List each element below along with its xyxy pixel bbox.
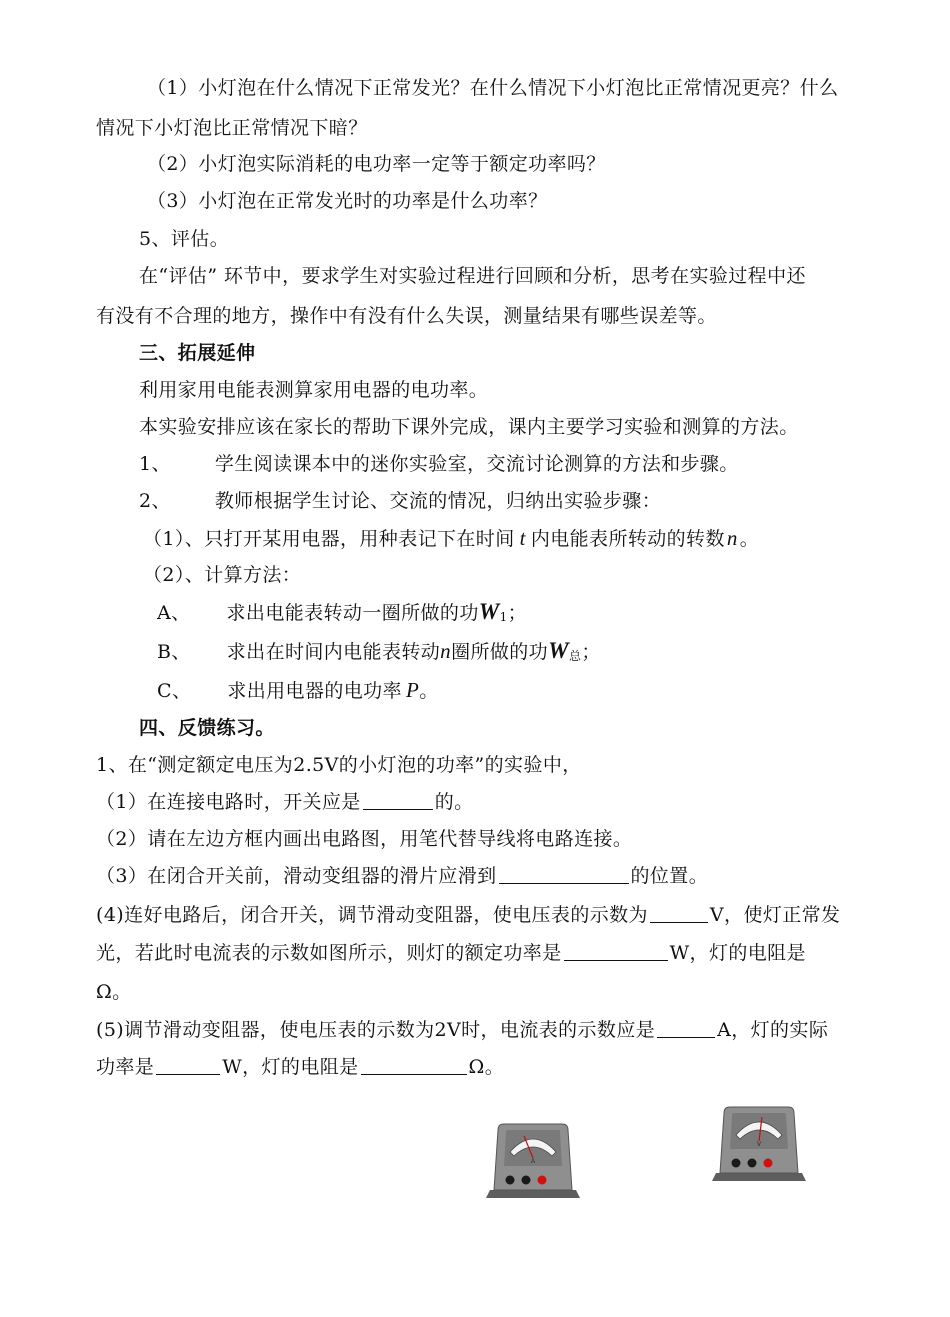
item-letter: C、	[157, 680, 192, 702]
question-text: W，灯的电阻是	[222, 1056, 359, 1078]
exercise-1-part-2: （2）请在左边方框内画出电路图，用笔代替导线将电路连接。	[96, 828, 633, 850]
variable-p: P	[405, 678, 420, 702]
answer-blank[interactable]	[499, 865, 629, 884]
voltmeter-illustration	[712, 1105, 806, 1181]
step-text: 内电能表所转动的转数	[530, 528, 725, 550]
item-letter: A、	[157, 602, 191, 624]
exercise-1-part-5-line-b	[96, 1055, 504, 1079]
numbered-item-2	[139, 489, 661, 513]
question-3: （3）小灯泡在正常发光时的功率是什么功率？	[147, 190, 548, 212]
exercise-1-part-1	[96, 790, 474, 814]
item-text: 教师根据学生讨论、交流的情况，归纳出实验步骤：	[214, 490, 662, 512]
question-text: W，灯的电阻是	[669, 942, 806, 964]
calc-item-b	[157, 639, 601, 668]
exercise-1-part-4-line-c: Ω。	[96, 981, 132, 1003]
exercise-1-part-4-line-b	[96, 941, 806, 965]
step-text: （1）、只打开某用电器，用种表记下在时间	[143, 528, 515, 550]
numbered-item-1	[139, 452, 739, 476]
answer-blank[interactable]	[156, 1056, 220, 1075]
terminal-red	[764, 1159, 773, 1168]
variable-n: n	[726, 526, 738, 550]
question-text: (5)调节滑动变阻器，使电压表的示数为2V时，电流表的示数应是	[96, 1019, 656, 1041]
terminal-black	[522, 1176, 531, 1185]
item-text: ；	[581, 641, 601, 663]
answer-blank[interactable]	[657, 1019, 715, 1038]
item-text: 学生阅读课本中的迷你实验室，交流讨论测算的方法和步骤。	[214, 453, 739, 475]
terminal-black	[506, 1176, 515, 1185]
question-2: （2）小灯泡实际消耗的电功率一定等于额定功率吗？	[147, 153, 606, 175]
question-text: 光，若此时电流表的示数如图所示，则灯的额定功率是	[96, 942, 562, 964]
answer-blank[interactable]	[361, 1056, 467, 1075]
question-1-line-a: （1）小灯泡在什么情况下正常发光？在什么情况下小灯泡比正常情况更亮？什么	[147, 77, 839, 99]
answer-blank[interactable]	[363, 791, 433, 810]
evaluation-line-a: 在“评估” 环节中，要求学生对实验过程进行回顾和分析，思考在实验过程中还	[139, 265, 806, 287]
question-text: 的位置。	[630, 865, 709, 887]
meter-base	[712, 1173, 806, 1181]
question-1-line-b: 情况下小灯泡比正常情况下暗？	[96, 117, 368, 139]
evaluation-line-b: 有没有不合理的地方，操作中有没有什么失误，测量结果有哪些误差等。	[96, 305, 717, 327]
terminal-red	[538, 1176, 547, 1185]
variable-n: n	[440, 639, 452, 663]
meter-symbol: V	[756, 1142, 762, 1148]
terminal-black	[748, 1159, 757, 1168]
item-text: ；	[507, 602, 528, 624]
exercise-1-intro: 1、在“测定额定电压为2.5V的小灯泡的功率”的实验中，	[96, 754, 582, 776]
item-text: 求出用电器的电功率	[227, 680, 402, 702]
terminal-black	[732, 1159, 741, 1168]
question-text: V，使灯正常发	[709, 904, 841, 926]
question-text: 功率是	[96, 1056, 155, 1078]
question-text: A，灯的实际	[717, 1019, 829, 1041]
exercise-1-part-4-line-a	[96, 903, 840, 927]
procedure-step-2: （2）、计算方法：	[143, 564, 302, 586]
answer-blank[interactable]	[650, 904, 708, 923]
question-text: (4)连好电路后，闭合开关，调节滑动变阻器，使电压表的示数为	[96, 904, 648, 926]
extension-line-2: 本实验安排应该在家长的帮助下课外完成，课内主要学习实验和测算的方法。	[139, 416, 799, 438]
variable-w: W	[478, 599, 500, 624]
item-text: 求出电能表转动一圈所做的功	[226, 602, 479, 624]
item-number: 2、	[139, 490, 171, 512]
item-text: 。	[419, 680, 439, 702]
question-text: （1）在连接电路时，开关应是	[96, 791, 361, 813]
question-text: Ω。	[468, 1056, 505, 1078]
meter-symbol: A	[530, 1159, 536, 1165]
calc-item-a	[157, 600, 527, 629]
subscript: 总	[568, 649, 582, 663]
answer-blank[interactable]	[564, 942, 668, 961]
step-5-heading: 5、评估。	[139, 228, 230, 250]
section-3-heading: 三、拓展延伸	[139, 342, 256, 364]
question-text: （3）在闭合开关前，滑动变组器的滑片应滑到	[96, 865, 497, 887]
variable-w: W	[548, 638, 569, 663]
meter-base	[486, 1190, 580, 1198]
step-text: 。	[739, 528, 760, 550]
item-text: 圈所做的功	[451, 641, 549, 663]
variable-t: t	[519, 526, 526, 550]
item-number: 1、	[139, 453, 171, 475]
question-text: 的。	[434, 791, 474, 813]
item-letter: B、	[157, 641, 191, 663]
exercise-1-part-3	[96, 864, 708, 888]
subscript: 1	[499, 610, 508, 624]
item-text: 求出在时间内电能表转动	[226, 641, 441, 663]
procedure-step-1	[143, 526, 759, 551]
calc-item-c	[157, 678, 439, 703]
ammeter-illustration	[486, 1122, 580, 1198]
section-4-heading: 四、反馈练习。	[139, 717, 275, 739]
extension-line-1: 利用家用电能表测算家用电器的电功率。	[139, 379, 489, 401]
exercise-1-part-5-line-a	[96, 1018, 828, 1042]
